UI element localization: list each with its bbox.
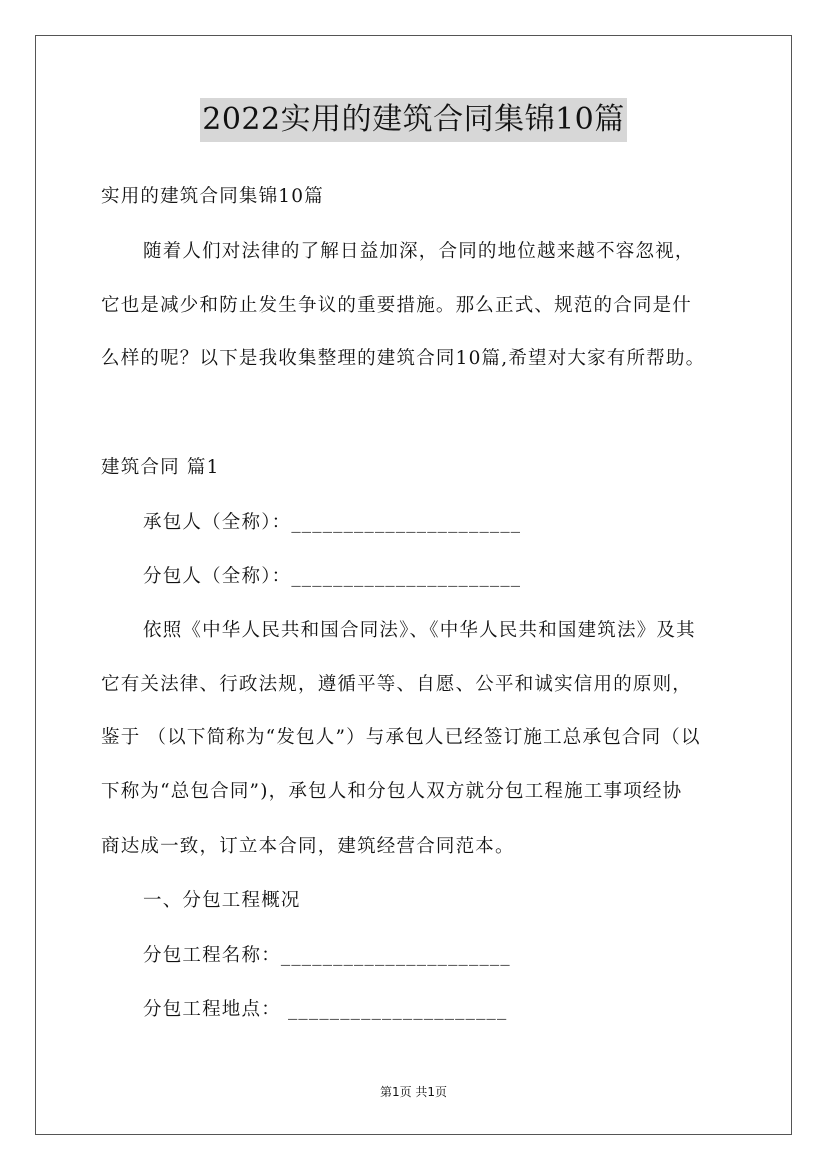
page-footer: 第1页 共1页: [379, 1085, 448, 1099]
project-name-line: 分包工程名称：______________________: [143, 945, 511, 966]
intro-line-1: 随着人们对法律的了解日益加深，合同的地位越来越不容忽视，: [143, 241, 695, 262]
body-line-5: 商达成一致，订立本合同，建筑经营合同范本。: [101, 836, 515, 857]
intro-line-2: 它也是减少和防止发生争议的重要措施。那么正式、规范的合同是什: [101, 295, 693, 316]
body-line-1: 依照《中华人民共和国合同法》、《中华人民共和国建筑法》及其: [143, 620, 696, 641]
section-heading: 建筑合同 篇1: [101, 457, 220, 478]
body-line-4: 下称为“总包合同”)，承包人和分包人双方就分包工程施工事项经协: [101, 781, 683, 802]
contractor-line: 承包人（全称）：______________________: [143, 512, 522, 533]
body-line-3: 鉴于 （以下简称为“发包人”）与承包人已经签订施工总承包合同（以: [101, 727, 701, 748]
subcontractor-line: 分包人（全称）：______________________: [143, 566, 522, 587]
document-subtitle: 实用的建筑合同集锦10篇: [101, 186, 324, 207]
intro-line-3: 么样的呢？以下是我收集整理的建筑合同10篇,希望对大家有所帮助。: [101, 348, 706, 369]
document-title: 2022实用的建筑合同集锦10篇: [200, 98, 627, 142]
item-heading: 一、分包工程概况: [143, 890, 301, 911]
project-location-line: 分包工程地点： _____________________: [143, 999, 508, 1020]
body-line-2: 它有关法律、行政法规，遵循平等、自愿、公平和诚实信用的原则，: [101, 674, 693, 695]
title-wrap: [0, 98, 827, 142]
